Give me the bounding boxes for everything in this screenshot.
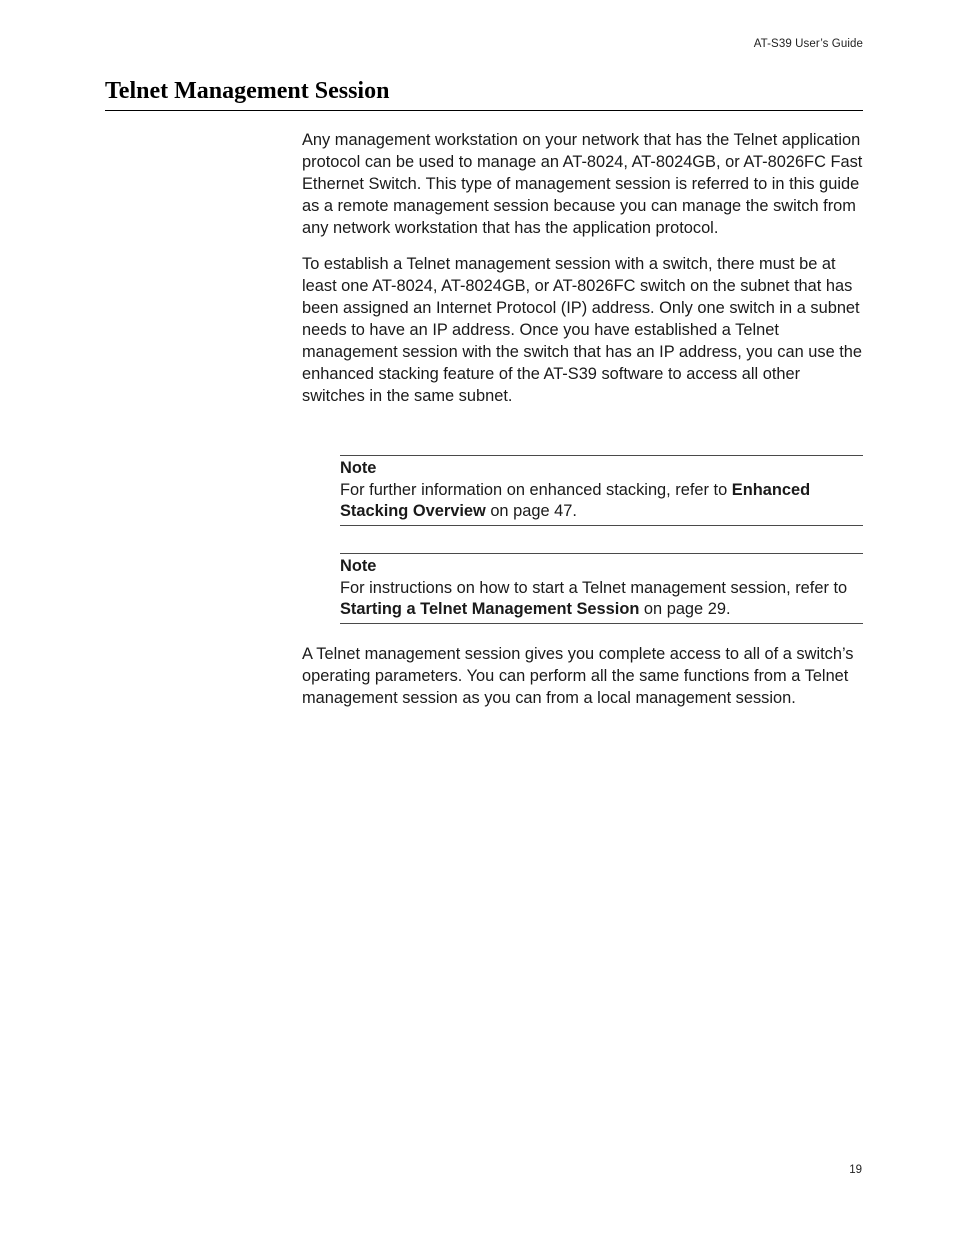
- running-header: AT-S39 User’s Guide: [753, 38, 863, 50]
- note-box-telnet-start: [340, 553, 863, 624]
- note-text-before: For further information on enhanced stacking, refer to: [340, 480, 732, 499]
- note-text-before: For instructions on how to start a Telnet management session, refer to: [340, 578, 848, 597]
- cross-reference-starting-telnet[interactable]: Starting a Telnet Management Session: [340, 600, 640, 618]
- note-text: [340, 578, 863, 621]
- note-text-after: on page 29.: [639, 600, 731, 618]
- note-text: [340, 480, 863, 523]
- paragraph-access: A Telnet management session gives you complete access to all of a switch’s operating parameters. You can perform all the same functions from a Telnet management session as you can from a local management session.: [302, 645, 854, 707]
- note-title: Note: [340, 557, 377, 575]
- note-box-stacking: [340, 455, 863, 526]
- paragraph-establish: To establish a Telnet management session with a switch, there must be at least one AT-8024, AT-8024GB, or AT-8026FC switch on the subnet that has been assigned an Internet Protocol (IP) address. Only one switch in a subnet needs to have an IP address. Once you have established a Telnet management session with the switch that has an IP address, you can use the enhanced stacking feature of the AT-S39 software to access all other switches in the same subnet.: [302, 255, 863, 405]
- paragraph-intro: Any management workstation on your network that has the Telnet application protocol can be used to manage an AT-8024, AT-8024GB, or AT-8026FC Fast Ethernet Switch. This type of management session is referred to in this guide as a remote management session because you can manage the switch from any network workstation that has the application protocol.: [302, 131, 863, 237]
- note-text-after: on page 47.: [485, 502, 577, 520]
- body-column-lower: [302, 643, 864, 709]
- page-number: 19: [849, 1164, 862, 1176]
- section-title: Telnet Management Session: [105, 76, 863, 111]
- note-title: Note: [340, 459, 377, 477]
- body-column: [302, 129, 864, 407]
- cross-reference-enhanced-stacking[interactable]: Enhanced Stacking Overview: [340, 480, 811, 520]
